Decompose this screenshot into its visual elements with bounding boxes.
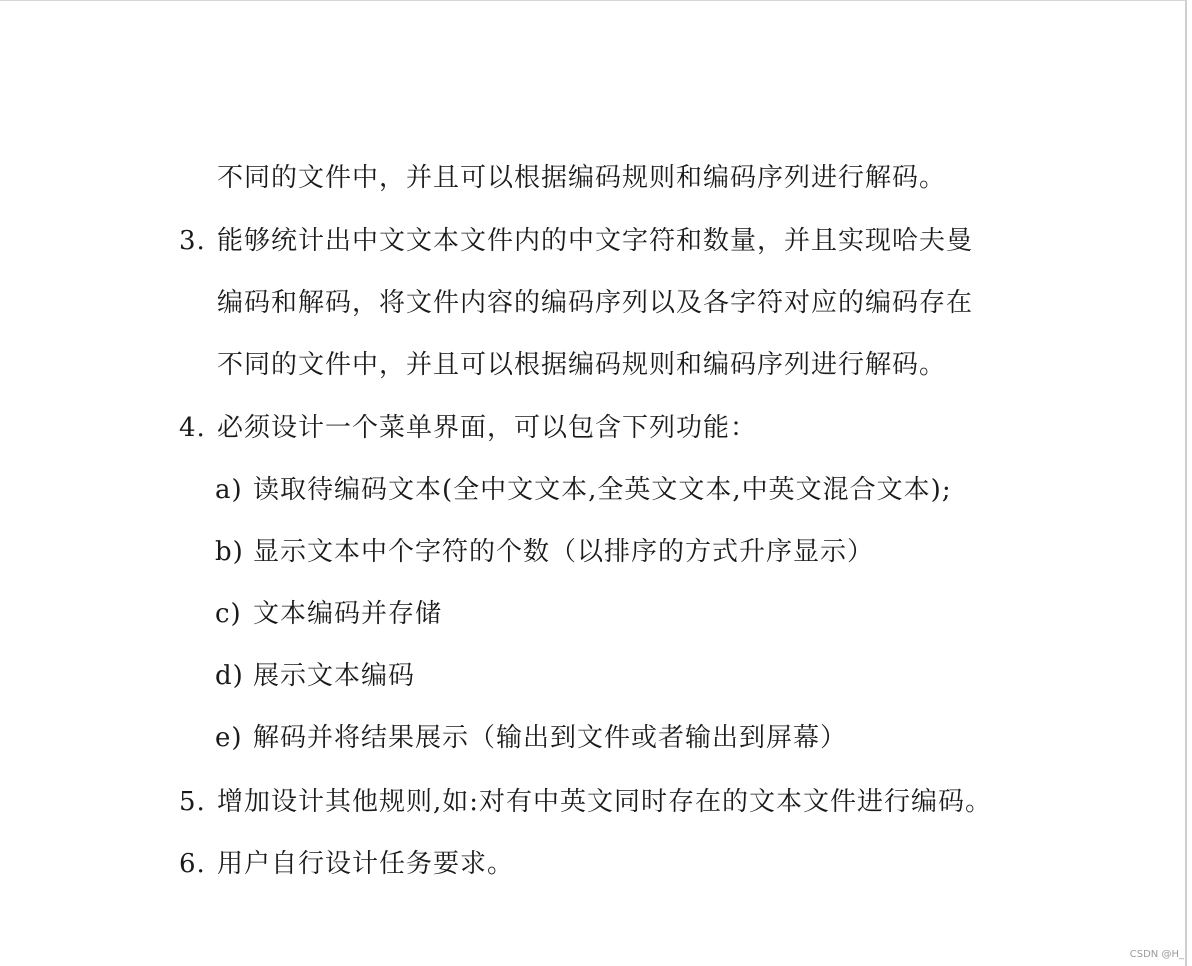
line-text: 读取待编码文本(全中文文本,全英文文本,中英文混合文本);	[253, 475, 952, 505]
list-item-4	[179, 411, 757, 445]
line-text: 能够统计出中文文本文件内的中文字符和数量，并且实现哈夫曼	[217, 226, 974, 256]
line-text: 显示文本中个字符的个数（以排序的方式升序显示）	[253, 537, 875, 567]
sub-item-e	[215, 721, 847, 755]
line-text: 必须设计一个菜单界面，可以包含下列功能：	[217, 413, 758, 443]
line-text: 解码并将结果展示（输出到文件或者输出到屏幕）	[253, 723, 848, 753]
sub-marker: c)	[215, 599, 242, 629]
line-text: 不同的文件中，并且可以根据编码规则和编码序列进行解码。	[217, 350, 947, 380]
sub-item-c	[215, 597, 442, 631]
line-text: 不同的文件中，并且可以根据编码规则和编码序列进行解码。	[217, 163, 947, 193]
sub-item-b	[215, 535, 874, 569]
list-marker: 6.	[179, 849, 206, 879]
sub-marker: e)	[215, 723, 243, 753]
list-item-3-continuation	[217, 286, 973, 320]
sub-marker: a)	[215, 475, 243, 505]
list-item-6	[179, 847, 514, 881]
list-marker: 5.	[179, 787, 206, 817]
paragraph-continuation	[217, 161, 946, 195]
sub-marker: d)	[215, 661, 244, 691]
line-text: 增加设计其他规则,如:对有中英文同时存在的文本文件进行编码。	[217, 787, 993, 817]
sub-marker: b)	[215, 537, 244, 567]
list-marker: 4.	[179, 413, 206, 443]
line-text: 用户自行设计任务要求。	[217, 849, 515, 879]
list-item-5	[179, 785, 992, 819]
csdn-watermark: CSDN @H_	[1129, 949, 1184, 960]
line-text: 编码和解码，将文件内容的编码序列以及各字符对应的编码存在	[217, 288, 974, 318]
list-item-3-continuation	[217, 348, 946, 382]
line-text: 文本编码并存储	[253, 599, 443, 629]
line-text: 展示文本编码	[253, 661, 416, 691]
list-item-3	[179, 224, 973, 258]
sub-item-a	[215, 473, 952, 507]
sub-item-d	[215, 659, 415, 693]
list-marker: 3.	[179, 226, 206, 256]
